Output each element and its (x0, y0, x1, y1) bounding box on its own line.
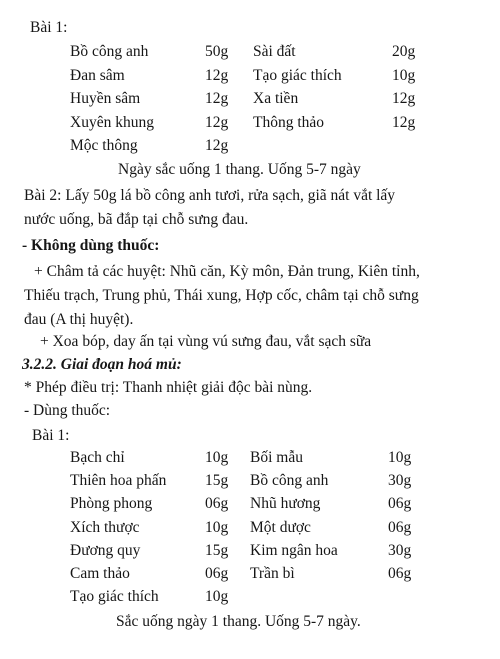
herb-name: Mộc thông (70, 137, 138, 154)
herb-dose: 06g (205, 565, 229, 582)
herb-name: Một dược (250, 518, 311, 536)
herb-dose: 30g (388, 541, 412, 559)
herb-name: Tạo giác thích (70, 588, 159, 606)
herb-name: Bạch chỉ (70, 449, 125, 466)
herb-dose: 15g (205, 472, 229, 490)
herb-dose: 12g (392, 90, 416, 107)
section1-instruction: Ngày sắc uống 1 thang. Uống 5-7 ngày (118, 161, 361, 178)
herb-name: Đan sâm (70, 66, 125, 84)
herb-dose: 12g (392, 113, 416, 131)
bai2-line2: nước uống, bã đắp tại chỗ sưng đau. (24, 211, 249, 228)
herb-name: Thông thảo (253, 113, 325, 131)
herb-name: Bồ công anh (70, 43, 149, 60)
bai2-line1: Bài 2: Lấy 50g lá bồ công anh tươi, rửa sạch, giã nát vắt lấy (24, 187, 396, 204)
herb-name: Sài đất (253, 43, 296, 60)
herb-name: Huyền sâm (70, 90, 141, 107)
acupuncture-line3: đau (A thị huyệt). (24, 311, 134, 328)
herb-dose: 10g (388, 449, 412, 466)
herb-name: Nhũ hương (250, 495, 321, 513)
herb-name: Thiên hoa phấn (70, 472, 167, 490)
herb-name: Đương quy (70, 541, 141, 559)
herb-dose: 50g (205, 43, 229, 60)
herb-dose: 30g (388, 472, 412, 490)
herb-name: Xuyên khung (70, 113, 154, 131)
herb-name: Bối mẫu (250, 449, 303, 466)
herb-dose: 12g (205, 113, 229, 131)
herb-dose: 10g (205, 588, 229, 606)
acupuncture-line2: Thiếu trạch, Trung phủ, Thái xung, Hợp cốc, châm tại chỗ sưng (24, 287, 419, 304)
herb-name: Cam thảo (70, 565, 130, 582)
use-drug-label: - Dùng thuốc: (24, 402, 111, 419)
no-drug-heading: - Không dùng thuốc: (22, 237, 160, 254)
herb-dose: 12g (205, 66, 229, 84)
herb-name: Kim ngân hoa (250, 541, 338, 559)
section2-heading: Bài 1: (32, 427, 70, 444)
herb-dose: 15g (205, 541, 229, 559)
herb-dose: 20g (392, 43, 416, 60)
section2-instruction: Sắc uống ngày 1 thang. Uống 5-7 ngày. (116, 613, 361, 630)
herb-name: Tạo giác thích (253, 66, 342, 84)
herb-dose: 06g (205, 495, 229, 513)
herb-name: Phòng phong (70, 495, 153, 513)
herb-name: Xa tiền (253, 90, 299, 107)
treatment-principle: * Phép điều trị: Thanh nhiệt giải độc bài nùng. (24, 379, 313, 396)
herb-name: Bồ công anh (250, 472, 329, 490)
herb-dose: 10g (205, 449, 229, 466)
herb-dose: 12g (205, 90, 229, 107)
stage-heading: 3.2.2. Giai đoạn hoá mủ: (22, 356, 182, 373)
herb-dose: 10g (392, 66, 416, 84)
herb-dose: 12g (205, 137, 229, 154)
acupuncture-line1: + Châm tả các huyệt: Nhũ căn, Kỳ môn, Đản trung, Kiên tỉnh, (34, 263, 420, 280)
herb-dose: 06g (388, 565, 412, 582)
herb-dose: 06g (388, 495, 412, 513)
herb-name: Xích thược (70, 518, 140, 536)
massage-line: + Xoa bóp, day ấn tại vùng vú sưng đau, vắt sạch sữa (40, 333, 372, 350)
herb-name: Trần bì (250, 565, 295, 582)
herb-dose: 10g (205, 518, 229, 536)
section1-heading: Bài 1: (30, 19, 68, 36)
herb-dose: 06g (388, 518, 412, 536)
